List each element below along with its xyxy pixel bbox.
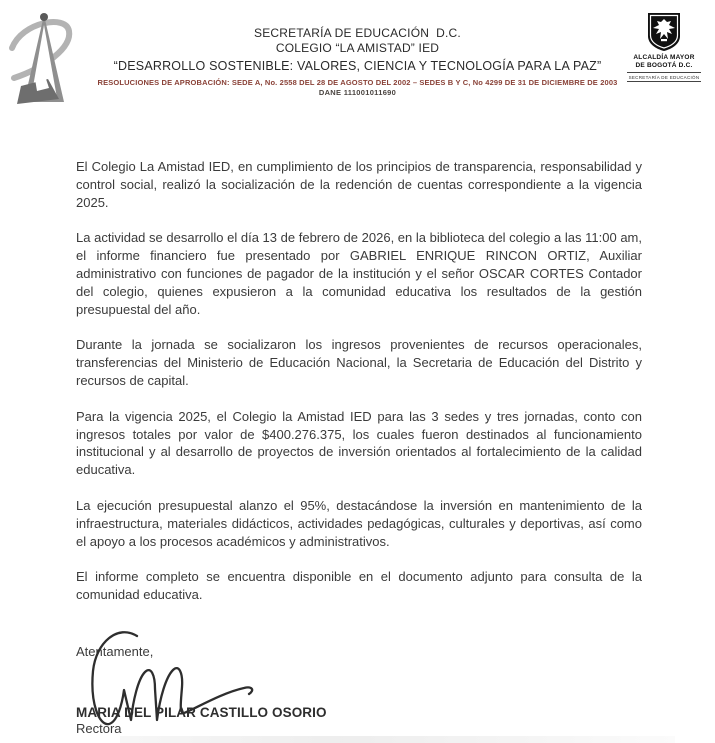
- school-logo-icon: [8, 12, 82, 108]
- letter-body: [76, 158, 642, 622]
- header-dane-code: DANE 111001011690: [318, 88, 397, 97]
- seal-alcaldia-line: ALCALDÍA MAYOR: [633, 54, 695, 61]
- bogota-shield-icon: [627, 12, 701, 52]
- signer-role: Rectora: [76, 721, 122, 736]
- signature-icon: [80, 629, 275, 729]
- header-resolutions: RESOLUCIONES DE APROBACIÓN: SEDE A, No. 2558 DEL 28 DE AGOSTO DEL 2002 – SEDES B Y C, No 4299 DE 31 DE DICIEMBRE DE 2003: [97, 78, 618, 87]
- letterhead-text: [88, 26, 627, 97]
- paragraph-ejecucion: La ejecución presupuestal alanzo el 95%, destacándose la inversión en mantenimiento de la infraestructura, materiales didácticos, actividades pedagógicas, culturales y deportivas, así como el apoyo a los procesos académicos y administrativos.: [76, 497, 642, 549]
- header-motto: “DESARROLLO SOSTENIBLE: VALORES, CIENCIA Y TECNOLOGÍA PARA LA PAZ”: [113, 59, 602, 73]
- city-seal: [627, 12, 701, 82]
- paragraph-vigencia: Para la vigencia 2025, el Colegio la Amistad IED para las 3 sedes y tres jornadas, conto con ingresos totales por valor de $400.276.375, los cuales fueron destinados al funcionamiento institucional y al desarrollo de proyectos de inversión orientados al fortalecimiento de la calidad educativa.: [76, 408, 642, 478]
- header-school-name: COLEGIO “LA AMISTAD” IED: [275, 41, 440, 55]
- header-secretaria-line: SECRETARÍA DE EDUCACIÓN D.C.: [254, 26, 461, 40]
- signer-name: MARIA DEL PILAR CASTILLO OSORIO: [76, 705, 327, 720]
- paragraph-ingresos: Durante la jornada se socializaron los ingresos provenientes de recursos operacionales, transferencias del Ministerio de Educación Nacional, la Secretaria de Educación del Distrito y recursos de capital.: [76, 337, 642, 388]
- letterhead: [0, 0, 715, 120]
- seal-bogota-line: DE BOGOTÁ D.C.: [635, 62, 693, 69]
- closing-salutation: Atentamente,: [76, 644, 154, 659]
- paragraph-informe: El informe completo se encuentra disponible en el documento adjunto para consulta de la comunidad educativa.: [76, 569, 642, 603]
- paragraph-actividad: La actividad se desarrollo el día 13 de febrero de 2026, en la biblioteca del colegio a las 11:00 am, el informe financiero fue presentado por GABRIEL ENRIQUE RINCON ORTIZ, Auxiliar administrativo con funciones de pagador de la institución y el señor OSCAR CORTES Contador del colegio, quienes expusieron a la comunidad educativa los resultados de la gestión presupuestal del año.: [76, 230, 642, 317]
- scan-artifact: [120, 736, 675, 743]
- paragraph-transparencia: El Colegio La Amistad IED, en cumplimiento de los principios de transparencia, responsabilidad y control social, realizó la socialización de la redención de cuentas correspondiente a la vigencia 2025.: [76, 159, 642, 210]
- seal-secretaria-line: SECRETARÍA DE EDUCACIÓN: [627, 72, 701, 82]
